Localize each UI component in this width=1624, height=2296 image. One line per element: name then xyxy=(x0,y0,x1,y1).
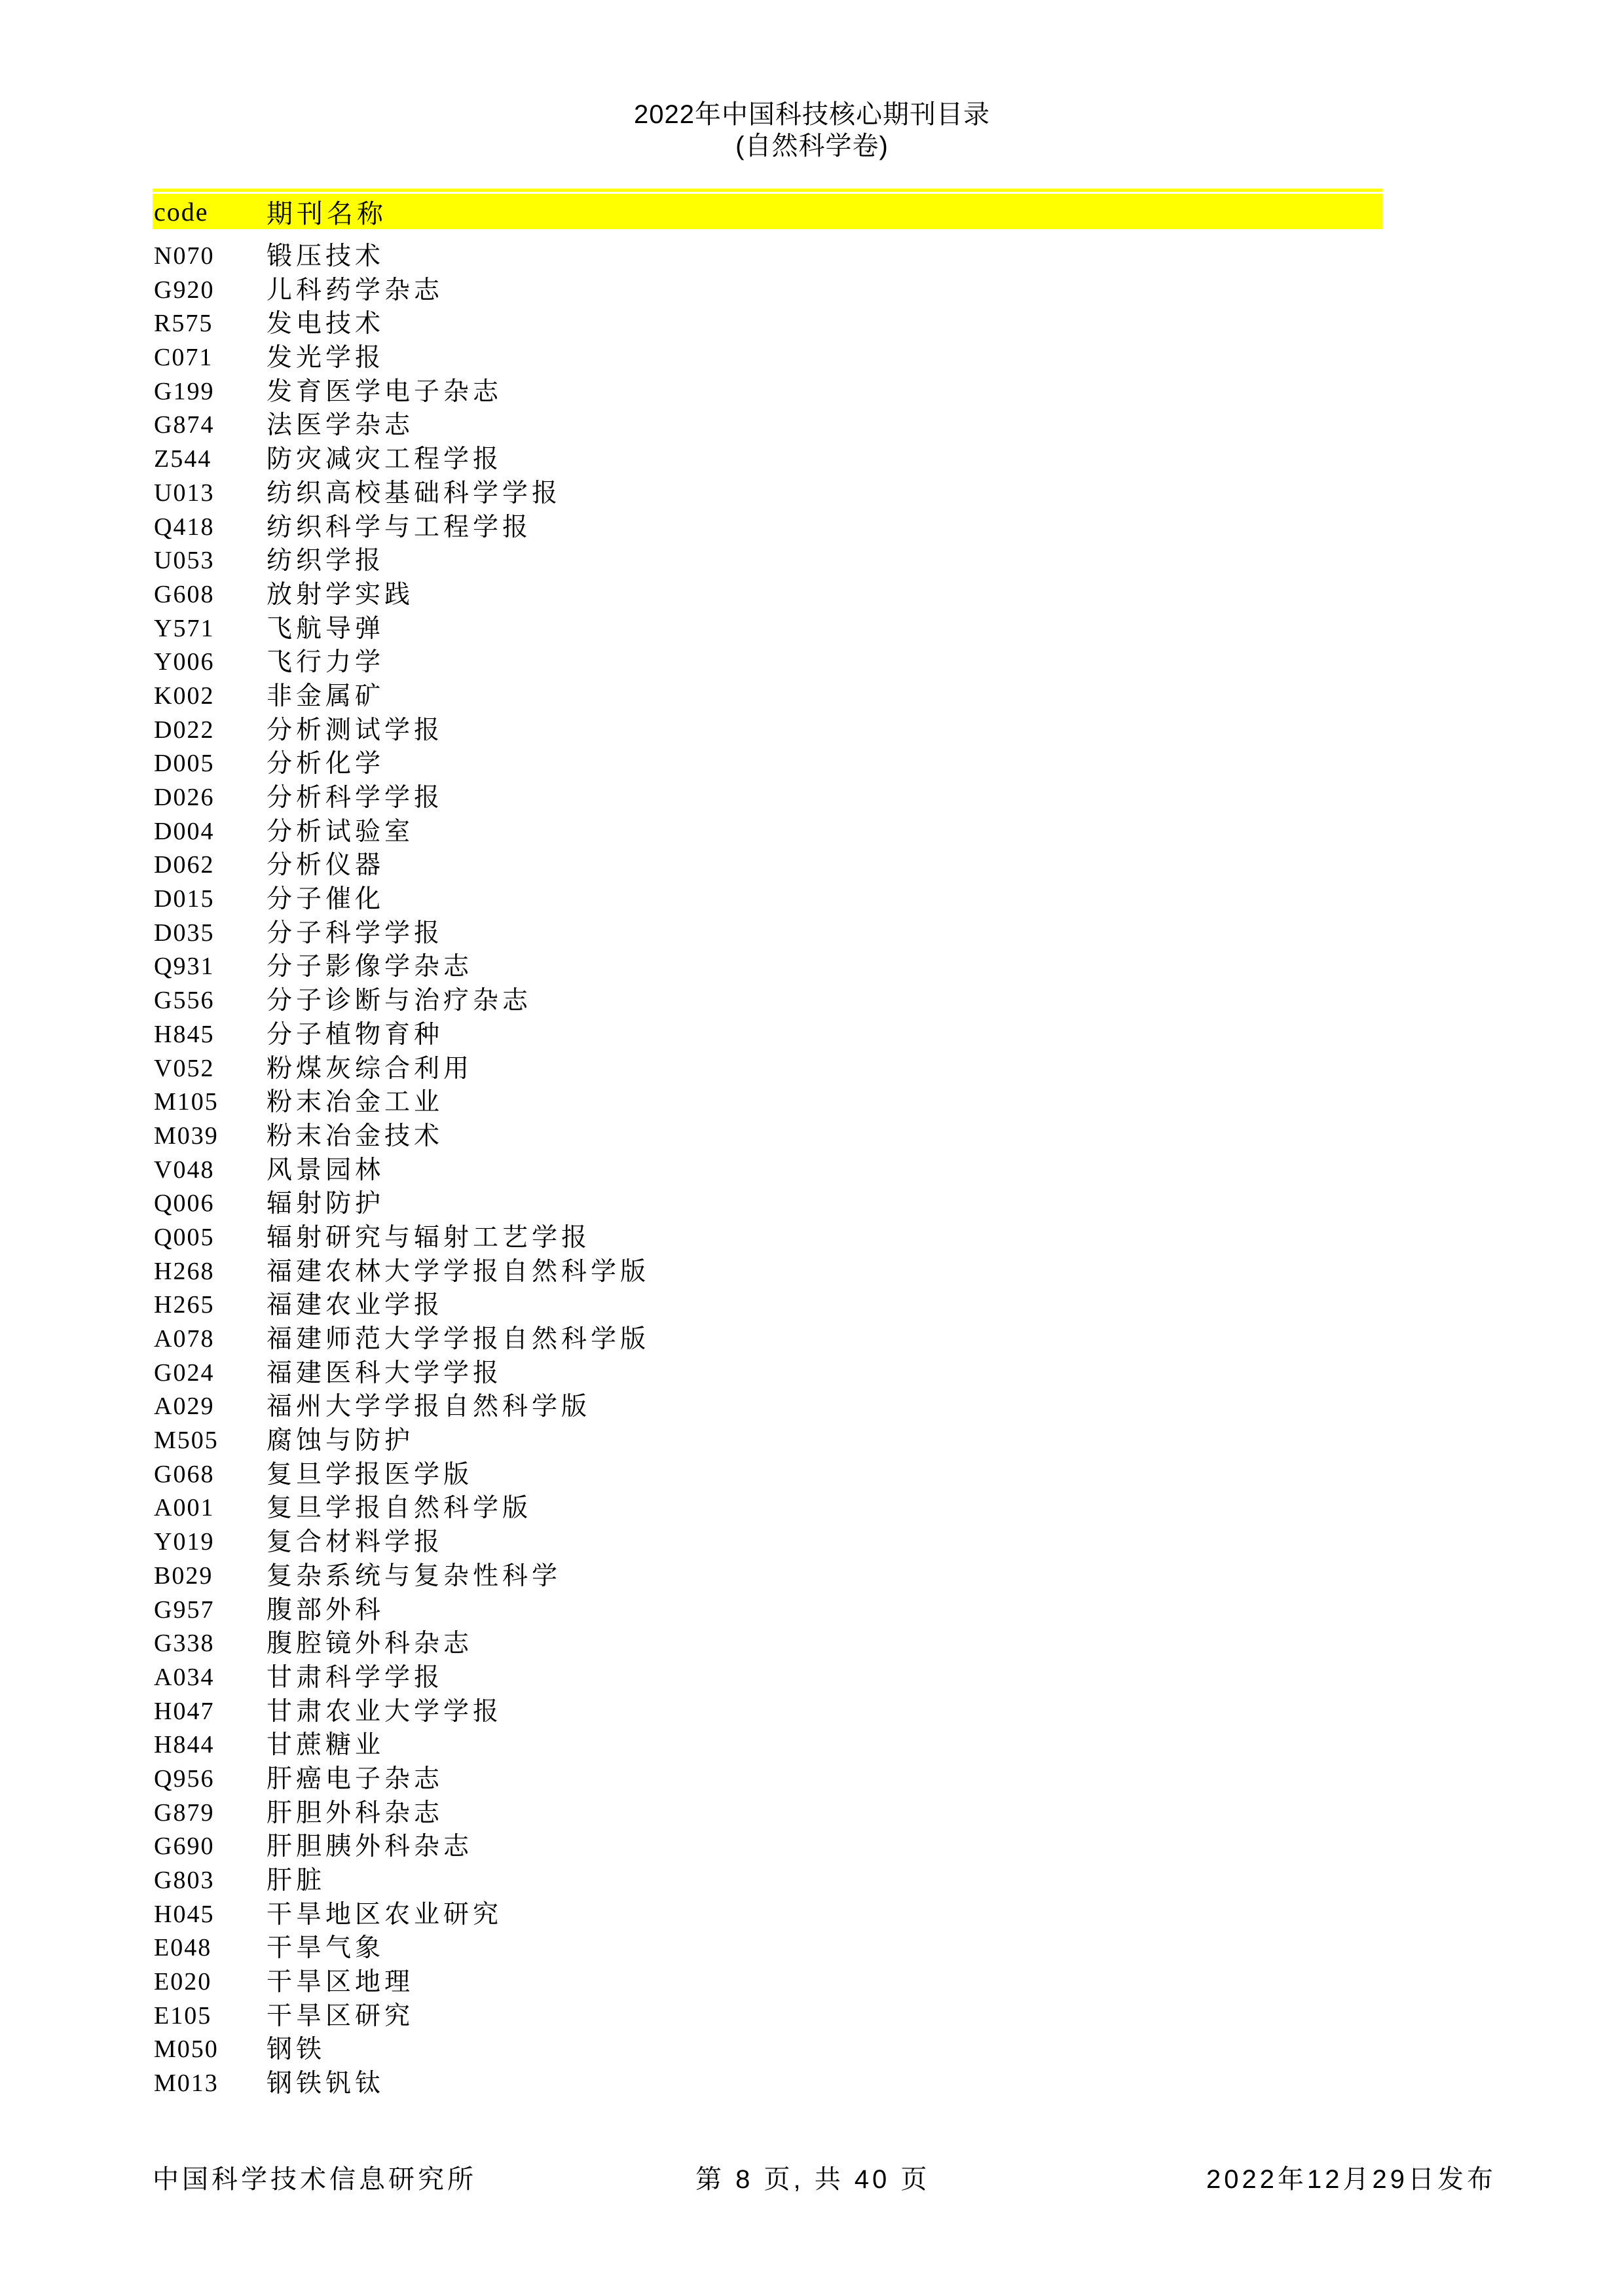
journal-code: E048 xyxy=(154,1934,212,1962)
journal-code: M013 xyxy=(154,2069,219,2098)
journal-code: G068 xyxy=(154,1460,215,1488)
journal-code: D015 xyxy=(154,885,215,913)
table-row xyxy=(153,443,1382,477)
table-row xyxy=(153,1322,1382,1357)
journal-code: B029 xyxy=(154,1561,213,1590)
journal-code: H845 xyxy=(154,1020,215,1048)
journal-name: 非金属矿 xyxy=(267,682,385,710)
table-row xyxy=(153,1424,1382,1458)
journal-code: G556 xyxy=(154,987,215,1015)
table-row xyxy=(153,680,1382,714)
journal-name: 肝胆外科杂志 xyxy=(267,1798,444,1827)
journal-name: 辐射防护 xyxy=(267,1190,385,1218)
journal-name: 分析仪器 xyxy=(267,851,385,880)
journal-code: G338 xyxy=(154,1630,215,1658)
journal-code: G199 xyxy=(154,377,215,405)
table-row xyxy=(153,714,1382,748)
table-row xyxy=(153,646,1382,680)
table-row xyxy=(153,747,1382,781)
journal-name: 复旦学报医学版 xyxy=(267,1460,473,1489)
journal-name: 福建农林大学学报自然科学版 xyxy=(267,1257,650,1286)
table-row xyxy=(153,375,1382,409)
journal-code: G874 xyxy=(154,411,215,439)
journal-name: 福建医科大学学报 xyxy=(267,1358,503,1387)
table-row xyxy=(153,274,1382,308)
page-subtitle: (自然科学卷) xyxy=(735,132,889,160)
journal-name: 粉煤灰综合利用 xyxy=(267,1054,473,1083)
journal-name: 复合材料学报 xyxy=(267,1528,444,1557)
table-row xyxy=(153,1695,1382,1729)
journal-name: 福建农业学报 xyxy=(267,1291,444,1320)
journal-name: 放射学实践 xyxy=(267,580,415,609)
table-row xyxy=(153,1018,1382,1052)
journal-name: 发电技术 xyxy=(267,310,385,338)
table-row xyxy=(153,1221,1382,1255)
table-row xyxy=(153,1255,1382,1289)
journal-code: K002 xyxy=(154,682,215,710)
journal-code: G608 xyxy=(154,580,215,608)
journal-name: 甘肃农业大学学报 xyxy=(267,1697,503,1726)
journal-name: 发育医学电子杂志 xyxy=(267,377,503,406)
table-row xyxy=(153,1154,1382,1188)
header-code: code xyxy=(154,196,209,227)
header-journal-name: 期刊名称 xyxy=(267,198,387,228)
journal-name: 肝胆胰外科杂志 xyxy=(267,1832,473,1861)
journal-code: Q931 xyxy=(154,953,215,981)
journal-name: 复杂系统与复杂性科学 xyxy=(267,1561,562,1590)
journal-code: Y006 xyxy=(154,648,215,676)
journal-code: U053 xyxy=(154,547,215,575)
journal-code: G920 xyxy=(154,276,215,304)
journal-code: D022 xyxy=(154,716,215,744)
table-row xyxy=(153,409,1382,443)
journal-code: D062 xyxy=(154,851,215,879)
journal-name: 飞航导弹 xyxy=(267,614,385,643)
journal-name: 辐射研究与辐射工艺学报 xyxy=(267,1223,591,1252)
table-row xyxy=(153,1931,1382,1965)
journal-name: 钢铁钒钛 xyxy=(267,2069,385,2098)
journal-code: G803 xyxy=(154,1867,215,1894)
journal-name: 分析化学 xyxy=(267,750,385,778)
journal-code: D005 xyxy=(154,750,215,778)
journal-name: 防灾减灾工程学报 xyxy=(267,445,503,474)
journal-code: Y019 xyxy=(154,1528,215,1556)
journal-name: 分子科学学报 xyxy=(267,919,444,947)
table-row xyxy=(153,1085,1382,1120)
journal-name: 腹部外科 xyxy=(267,1595,385,1624)
journal-name: 儿科药学杂志 xyxy=(267,276,444,304)
header-top-strip xyxy=(153,189,1382,192)
footer-publish-date: 2022年12月29日发布 xyxy=(1206,2165,1496,2194)
journal-name: 纺织高校基础科学学报 xyxy=(267,479,562,507)
journal-code: G690 xyxy=(154,1832,215,1861)
table-row xyxy=(153,984,1382,1018)
table-row xyxy=(153,1288,1382,1322)
table-row xyxy=(153,1898,1382,1932)
journal-name: 分子影像学杂志 xyxy=(267,953,473,981)
table-row xyxy=(153,848,1382,883)
table-row xyxy=(153,2067,1382,2101)
journal-code: H268 xyxy=(154,1257,215,1285)
journal-name: 钢铁 xyxy=(267,2035,326,2064)
table-body xyxy=(153,240,1382,2101)
journal-code: V052 xyxy=(154,1054,215,1082)
table-row xyxy=(153,1390,1382,1424)
journal-name: 分子植物育种 xyxy=(267,1020,444,1049)
table-row xyxy=(153,950,1382,984)
table-row xyxy=(153,578,1382,612)
journal-code: Q956 xyxy=(154,1764,215,1793)
table-row xyxy=(153,477,1382,511)
table-row xyxy=(153,1728,1382,1762)
footer-page-info: 第 8 页, 共 40 页 xyxy=(695,2165,931,2194)
journal-code: H045 xyxy=(154,1900,215,1928)
journal-name: 锻压技术 xyxy=(267,242,385,270)
journal-name: 干旱气象 xyxy=(267,1934,385,1963)
journal-name: 粉末冶金工业 xyxy=(267,1088,444,1117)
table-row xyxy=(153,917,1382,951)
page-footer xyxy=(0,2162,1624,2196)
journal-name: 纺织科学与工程学报 xyxy=(267,513,532,541)
table-row xyxy=(153,815,1382,849)
journal-code: H844 xyxy=(154,1731,215,1759)
table-header-row xyxy=(153,194,1382,229)
journal-code: Y571 xyxy=(154,614,215,642)
journal-code: A078 xyxy=(154,1325,215,1353)
table-row xyxy=(153,1559,1382,1594)
journal-name: 肝癌电子杂志 xyxy=(267,1764,444,1793)
journal-name: 分子催化 xyxy=(267,885,385,914)
table-row xyxy=(153,1052,1382,1086)
table-row xyxy=(153,781,1382,815)
journal-code: M505 xyxy=(154,1427,219,1455)
journal-code: R575 xyxy=(154,310,213,338)
journal-code: Z544 xyxy=(154,445,212,473)
journal-name: 纺织学报 xyxy=(267,547,385,575)
table-row xyxy=(153,1796,1382,1831)
journal-name: 腹腔镜外科杂志 xyxy=(267,1630,473,1658)
journal-code: N070 xyxy=(154,242,215,270)
table-row xyxy=(153,1627,1382,1661)
journal-name: 飞行力学 xyxy=(267,648,385,677)
table-row xyxy=(153,307,1382,341)
journal-code: H265 xyxy=(154,1291,215,1319)
journal-code: D035 xyxy=(154,919,215,947)
journal-code: M050 xyxy=(154,2035,219,2064)
table-row xyxy=(153,1830,1382,1864)
journal-table xyxy=(153,189,1382,229)
journal-name: 分子诊断与治疗杂志 xyxy=(267,987,532,1015)
journal-code: G024 xyxy=(154,1358,215,1387)
journal-code: H047 xyxy=(154,1697,215,1725)
table-row xyxy=(153,2033,1382,2067)
journal-code: U013 xyxy=(154,479,215,507)
journal-code: A034 xyxy=(154,1663,215,1691)
table-row xyxy=(153,1357,1382,1391)
journal-name: 腐蚀与防护 xyxy=(267,1427,415,1455)
journal-name: 法医学杂志 xyxy=(267,411,415,440)
table-row xyxy=(153,240,1382,274)
journal-name: 分析科学学报 xyxy=(267,784,444,812)
journal-code: A001 xyxy=(154,1494,215,1522)
journal-name: 干旱区研究 xyxy=(267,2001,415,2030)
page-title: 2022年中国科技核心期刊目录 xyxy=(634,100,990,129)
journal-code: G957 xyxy=(154,1595,215,1624)
journal-name: 风景园林 xyxy=(267,1156,385,1184)
journal-code: Q005 xyxy=(154,1223,215,1251)
journal-code: E105 xyxy=(154,2001,212,2030)
journal-code: Q418 xyxy=(154,513,215,541)
journal-code: Q006 xyxy=(154,1190,215,1218)
table-row xyxy=(153,1594,1382,1628)
table-row xyxy=(153,341,1382,375)
table-row xyxy=(153,1864,1382,1898)
table-row xyxy=(153,1661,1382,1695)
journal-code: M105 xyxy=(154,1088,219,1116)
table-row xyxy=(153,1491,1382,1525)
table-row xyxy=(153,883,1382,917)
table-row xyxy=(153,1965,1382,1999)
journal-code: A029 xyxy=(154,1393,215,1421)
table-row xyxy=(153,612,1382,646)
journal-name: 发光学报 xyxy=(267,344,385,373)
table-row xyxy=(153,1525,1382,1559)
journal-name: 福建师范大学学报自然科学版 xyxy=(267,1325,650,1353)
table-row xyxy=(153,511,1382,545)
table-row xyxy=(153,1120,1382,1154)
journal-name: 肝脏 xyxy=(267,1867,326,1895)
table-row xyxy=(153,544,1382,578)
journal-name: 甘蔗糖业 xyxy=(267,1731,385,1760)
table-row xyxy=(153,1458,1382,1492)
journal-code: V048 xyxy=(154,1156,215,1184)
journal-code: C071 xyxy=(154,344,213,372)
journal-name: 甘肃科学学报 xyxy=(267,1663,444,1692)
journal-name: 分析测试学报 xyxy=(267,716,444,744)
journal-code: G879 xyxy=(154,1798,215,1827)
journal-name: 福州大学学报自然科学版 xyxy=(267,1393,591,1421)
journal-name: 粉末冶金技术 xyxy=(267,1121,444,1150)
journal-code: E020 xyxy=(154,1968,212,1996)
journal-name: 干旱区地理 xyxy=(267,1968,415,1997)
journal-name: 干旱地区农业研究 xyxy=(267,1900,503,1929)
journal-name: 分析试验室 xyxy=(267,817,415,846)
footer-organization: 中国科学技术信息研究所 xyxy=(153,2165,477,2194)
journal-code: D004 xyxy=(154,817,215,845)
journal-code: D026 xyxy=(154,784,215,811)
table-row xyxy=(153,1187,1382,1221)
journal-name: 复旦学报自然科学版 xyxy=(267,1494,532,1523)
table-row xyxy=(153,1762,1382,1796)
table-row xyxy=(153,1999,1382,2033)
journal-code: M039 xyxy=(154,1121,219,1150)
